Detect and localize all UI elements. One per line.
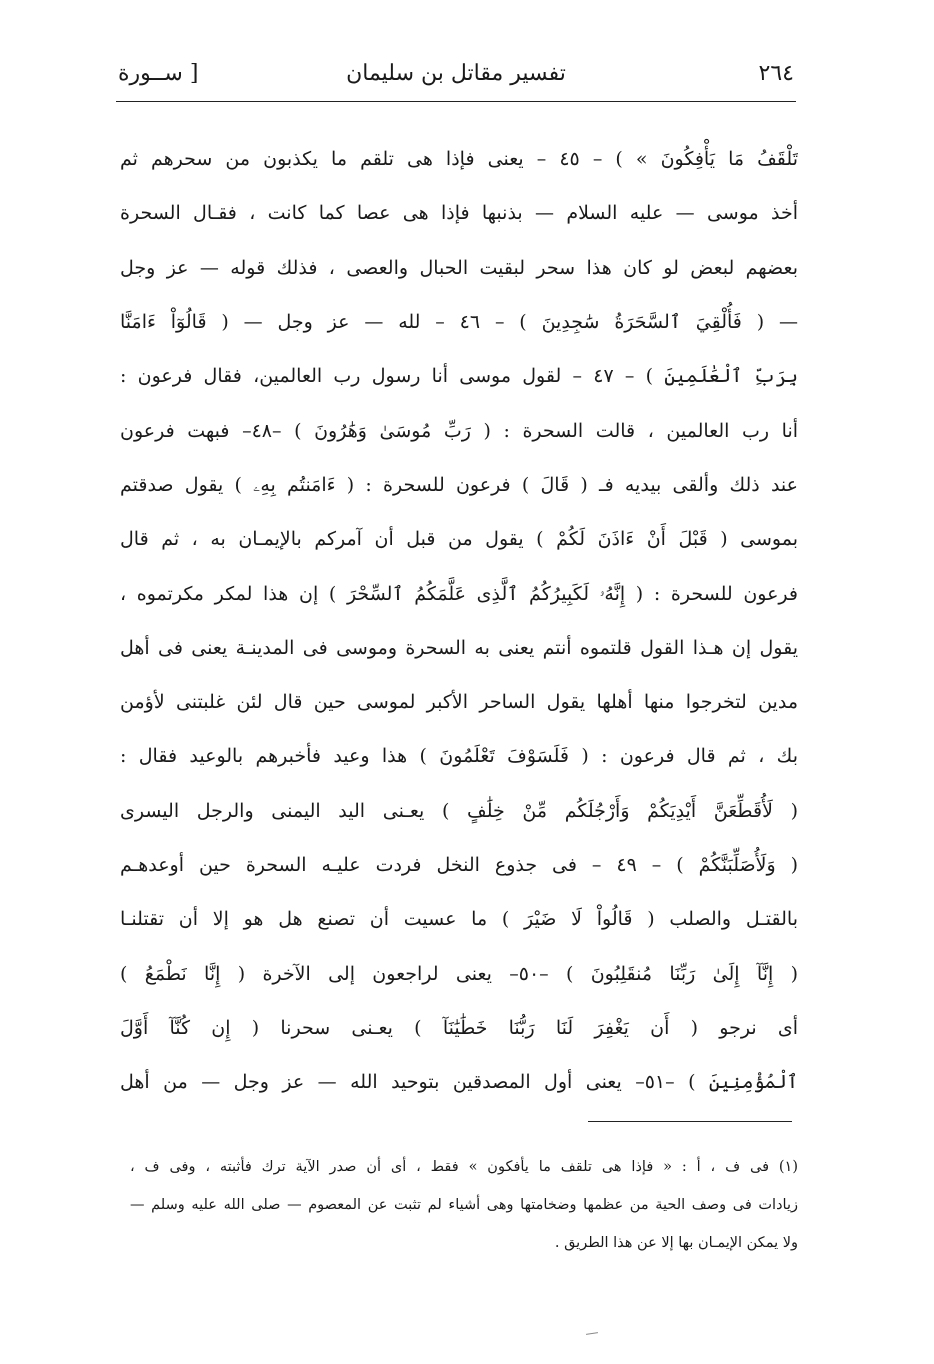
text-line: فرعون للسحرة : ( إِنَّهُۥ لَكَبِيرُكُمُ ٱلَّذِى عَلَّمَكُمُ ٱلسِّحْرَ ) إن هذا لمكر مكرتموه ،: [120, 582, 798, 605]
book-title: تفسير مقاتل بن سليمان: [346, 61, 566, 86]
header-divider: [116, 101, 796, 102]
text-line: ( إِنَّآ إِلَىٰ رَبِّنَا مُنقَلِبُونَ ) –٥٠– يعنى لراجعون إلى الآخرة ( إِنَّا نَطْمَعُ ): [120, 962, 798, 985]
surah-label: [ ســورة: [118, 61, 199, 86]
text-line: أخذ موسى — عليه السلام — بذنبها فإذا هى عصا كما كانت ، فقـال السحرة: [120, 202, 798, 225]
text-line: مدين لتخرجوا منها أهلها يقول الساحر الأكبر لموسى حين قال لئن غلبتنى لأؤمن: [120, 691, 798, 714]
text-line: — ( فَأُلْقِيَ ٱلسَّحَرَةُ سَٰجِدِينَ ) – ٤٦ – لله — عز وجل — ( قَالُوٓاْ ءَامَنَّا: [120, 311, 798, 334]
running-head: [118, 56, 794, 96]
footnotes: [130, 1148, 798, 1262]
text-line: ( لَأُقَطِّعَنَّ أَيْدِيَكُمْ وَأَرْجُلَكُم مِّنْ خِلَٰفٍ ) يعـنى اليد اليمنى والرجل اليسرى: [120, 799, 798, 822]
text-line: بِرَبِّ ٱلْعَٰلَمِينَ ) – ٤٧ – لقول موسى أنا رسول رب العالمين، فقال فرعون :: [120, 365, 798, 388]
text-line: تَلْقَفُ مَا يَأْفِكُونَ » ) – ٤٥ – يعنى فإذا هى تلقم ما يكذبون من سحرهم ثم: [120, 148, 798, 171]
text-line: يقول إن هـذا القول قلتموه أنتم يعنى به السحرة وموسى فى المدينـة يعنى فى أهل: [120, 636, 798, 659]
text-line: بموسى ( قَبْلَ أَنْ ءَاذَنَ لَكُمْ ) يقول من قبل أن آمركم بالإيمـان به ، ثم قال: [120, 528, 798, 551]
text-line: بعضهم لبعض لو كان هذا سحر لبقيت الحبال والعصى ، فذلك قوله — عز وجل: [120, 256, 798, 279]
text-line: بك ، ثم قال فرعون : ( فَلَسَوْفَ تَعْلَمُونَ ) هذا وعيد فأخبرهم بالوعيد فقال :: [120, 745, 798, 768]
footnote-line: زيادات فى وصف الحية من عظمها وضخامتها وهى أشياء لم تثبت عن المعصوم — صلى الله عليه وسلم —: [130, 1197, 798, 1213]
text-line: بالقتـل والصلب ( قَالُواْ لَا ضَيْرَ ) ما عسيت أن تصنع هل هو إلا أن تقتلنـا: [120, 908, 798, 931]
footnote-divider: [588, 1121, 792, 1122]
bottom-mark: [586, 1332, 598, 1335]
footnote-line: (١) فى ف ، أ : « فإذا هى تلقف ما يأفكون » فقط ، أى أن صدر الآية ترك فأثبته ، وفى ف ،: [130, 1159, 798, 1175]
text-line: عند ذلك وألقى بيديه فـ ( قَالَ ) فرعون للسحرة : ( ءَامَنتُم بِهِۦ ) يقول صدقتم: [120, 473, 798, 496]
text-line: ( وَلَأُصَلِّبَنَّكُمْ ) – ٤٩ – فى جذوع النخل فردت عليـه السحرة حين أوعدهـم: [120, 854, 798, 876]
text-line: أى نرجو ( أَن يَغْفِرَ لَنَا رَبُّنَا خَطَٰيَٰنَآ ) يعـنى سحرنا ( إِن كُنَّآ أَوَّلَ: [120, 1016, 798, 1039]
footnote-line: ولا يمكن الإيمـان بها إلا عن هذا الطريق .: [554, 1235, 798, 1251]
main-text: [120, 132, 798, 1109]
text-line: أنا رب العالمين ، قالت السحرة : ( رَبِّ مُوسَىٰ وَهَٰرُونَ ) –٤٨– فبهت فرعون: [120, 419, 798, 442]
text-line: ٱلْمُؤْمِنِينَ ) –٥١– يعنى أول المصدقين بتوحيد الله — عز وجل — من أهل: [120, 1071, 798, 1094]
page-number: ٢٦٤: [758, 61, 794, 86]
